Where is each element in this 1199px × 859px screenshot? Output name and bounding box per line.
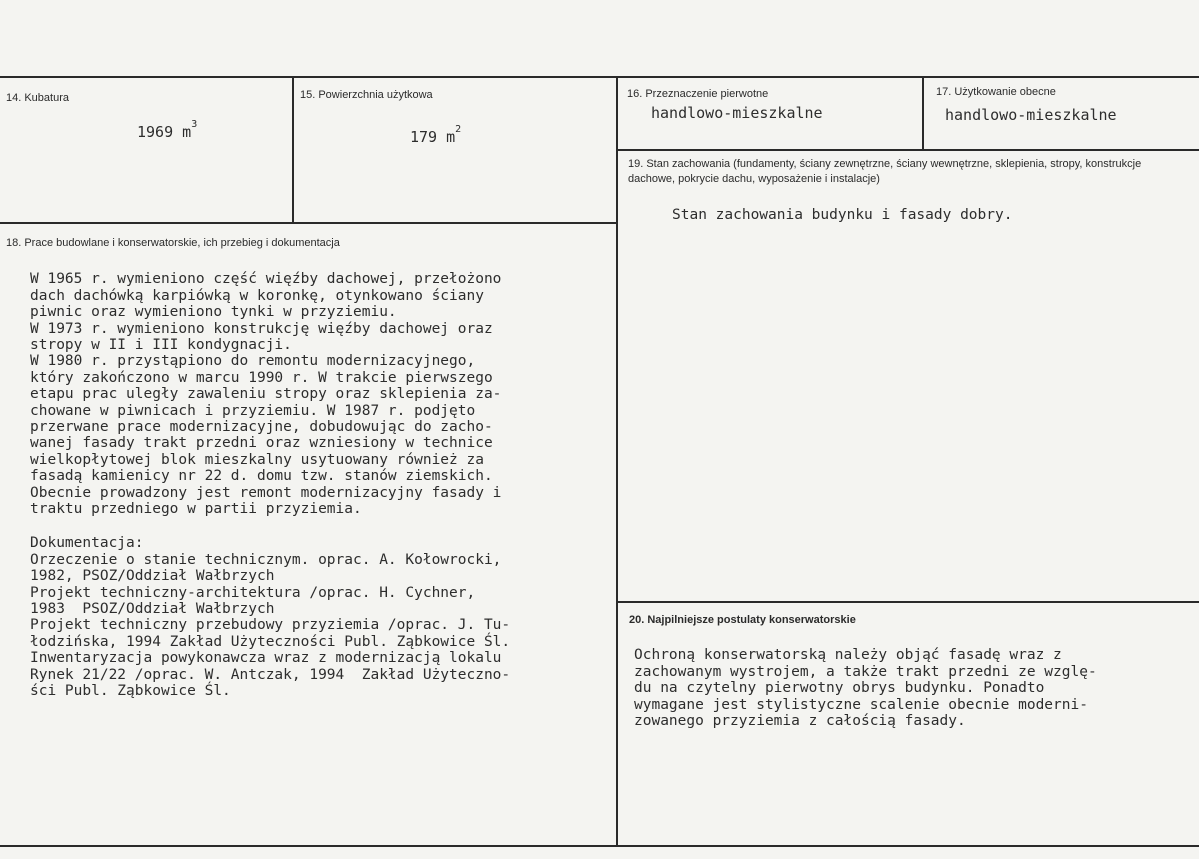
stan-label: 19. Stan zachowania (fundamenty, ściany zewnętrzne, ściany wewnętrzne, sklepienia, stropy, konstrukcje dachowe, pokrycie dachu, wyposażenie i instalacje) (628, 158, 1142, 185)
postulaty-text (634, 631, 1097, 746)
postulaty-line: Ochroną konserwatorską należy objąć fasadę wraz z (634, 647, 1062, 664)
prace-line: wielkopłytowej blok mieszkalny usytuowany również za (30, 451, 484, 468)
prace-line: który zakończono w marcu 1990 r. W trakcie pierwszego (30, 369, 493, 386)
powierzchnia-exponent: 2 (455, 124, 462, 135)
prace-line: Obecnie prowadzony jest remont modernizacyjny fasady i (30, 484, 502, 501)
prace-line: traktu przedniego w partii przyziemia. (30, 501, 362, 518)
divider-14-15 (292, 76, 294, 223)
kubatura-label: 14. Kubatura (6, 92, 69, 104)
prace-line: fasadą kamienicy nr 22 d. domu tzw. stanów ziemskich. (30, 468, 493, 485)
doc-line: Dokumentacja: (30, 535, 144, 552)
prace-line: W 1973 r. wymieniono konstrukcję więźby dachowej oraz (30, 320, 493, 337)
prace-line: piwnic oraz wymieniono tynki w przyziemiu. (30, 304, 397, 321)
prace-line: wanej fasady trakt przedni oraz wzniesiony w technice (30, 435, 493, 452)
doc-line: 1982, PSOZ/Oddział Wałbrzych (30, 568, 275, 585)
row1-bottom-left (0, 222, 617, 224)
uzytkowanie-value: handlowo-mieszkalne (945, 106, 1117, 124)
prace-line: przerwane prace modernizacyjne, dobudowując do zacho- (30, 419, 493, 436)
postulaty-line: du na czytelny pierwotny obrys budynku. Ponadto (634, 680, 1045, 697)
doc-line: Inwentaryzacja powykonawcza wraz z modernizacją lokalu (30, 650, 502, 667)
doc-line: Rynek 21/22 /oprac. W. Antczak, 1994 Zakład Użyteczno- (30, 666, 511, 683)
kubatura-exponent: 3 (191, 119, 198, 130)
prace-line: stropy w II i III kondygnacji. (30, 337, 292, 354)
row1-bottom-right (617, 149, 1199, 151)
prace-line: dach dachówką karpiówką w koronkę, otynkowano ściany (30, 287, 484, 304)
prace-text (30, 255, 501, 534)
uzytkowanie-label: 17. Użytkowanie obecne (936, 86, 1056, 98)
prace-line: W 1980 r. przystąpiono do remontu modernizacyjnego, (30, 353, 476, 370)
postulaty-line: wymagane jest stylistyczne scalenie obecnie moderni- (634, 696, 1088, 713)
doc-line: łodzińska, 1994 Zakład Użyteczności Publ. Ząbkowice Śl. (30, 633, 511, 650)
doc-line: 1983 PSOZ/Oddział Wałbrzych (30, 601, 275, 618)
doc-line: Orzeczenie o stanie technicznym. oprac. A. Kołowrocki, (30, 551, 502, 568)
kubatura-value: 1969 $m^3$ (137, 119, 198, 141)
divider-16-17 (922, 76, 924, 150)
powierzchnia-label: 15. Powierzchnia użytkowa (300, 89, 433, 101)
prace-label: 18. Prace budowlane i konserwatorskie, ich przebieg i dokumentacja (6, 237, 340, 249)
section20-top (617, 601, 1199, 603)
postulaty-label: 20. Najpilniejsze postulaty konserwatorskie (629, 614, 856, 626)
divider-main (616, 76, 618, 846)
prace-line: etapu prac uległy zawaleniu stropy oraz sklepienia za- (30, 386, 502, 403)
przeznaczenie-value: handlowo-mieszkalne (651, 104, 823, 122)
stan-value: Stan zachowania budynku i fasady dobry. (672, 207, 1013, 223)
postulaty-line: zachowanym wystrojem, a także trakt przedni ze wzglę- (634, 663, 1097, 680)
dokumentacja-text (30, 519, 510, 716)
przeznaczenie-label: 16. Przeznaczenie pierwotne (627, 88, 769, 100)
postulaty-line: zowanego przyziemia z całością fasady. (634, 713, 966, 730)
top-border (0, 76, 1199, 78)
prace-line: W 1965 r. wymieniono część więźby dachowej, przełożono (30, 271, 502, 288)
prace-line: chowane w piwnicach i przyziemiu. W 1987 r. podjęto (30, 402, 476, 419)
doc-line: ści Publ. Ząbkowice Śl. (30, 683, 231, 700)
doc-line: Projekt techniczny-architektura /oprac. H. Cychner, (30, 584, 476, 601)
bottom-border (0, 845, 1199, 847)
doc-line: Projekt techniczny przebudowy przyziemia /oprac. J. Tu- (30, 617, 511, 634)
powierzchnia-value: 179 $m^2$ (410, 124, 462, 146)
